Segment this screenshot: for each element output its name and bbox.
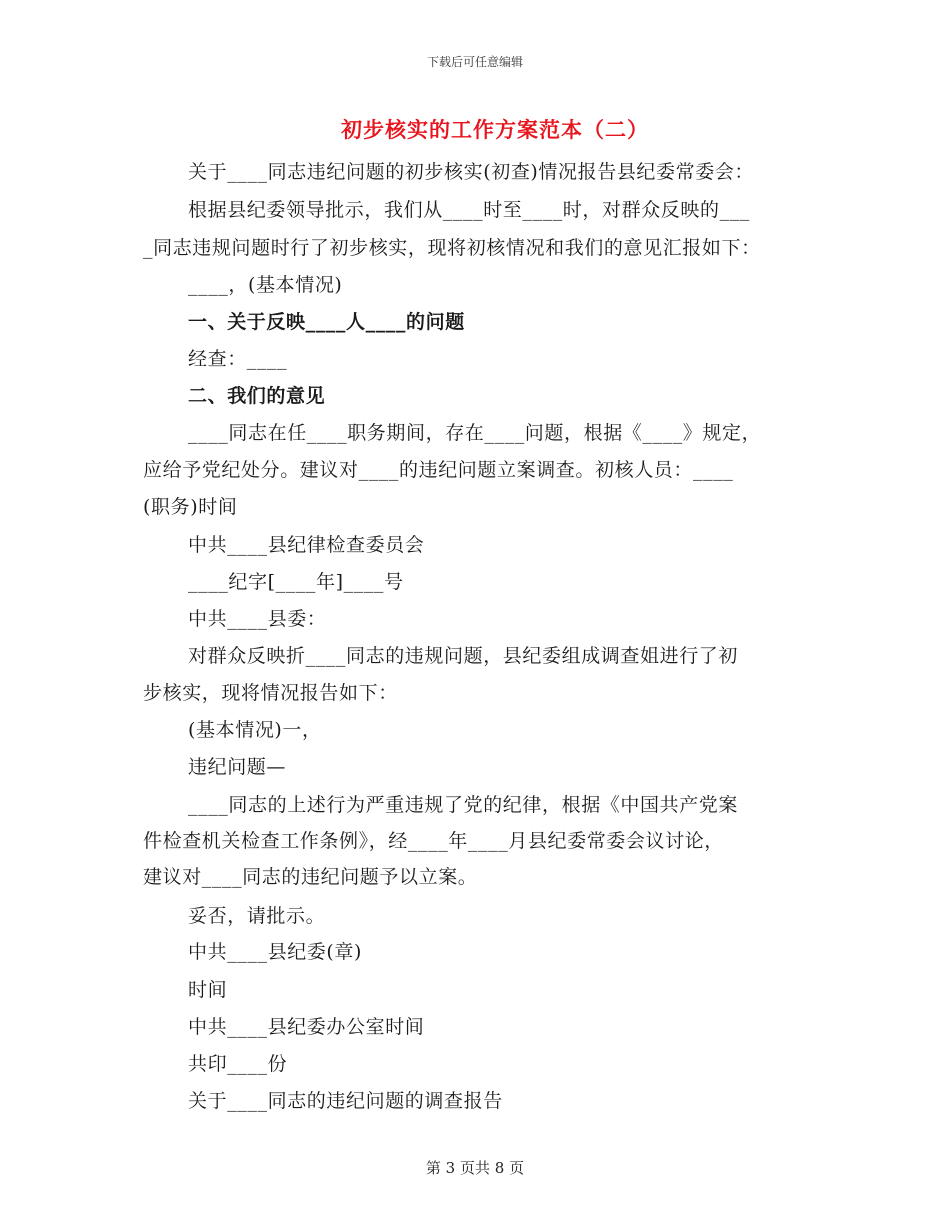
paragraph-line: 根据县纪委领导批示，我们从____时至____时，对群众反映的___ (188, 199, 750, 221)
paragraph-line: ____同志的上述行为严重违规了党的纪律，根据《中国共产党案 (188, 794, 739, 816)
section-heading: 二、我们的意见 (188, 385, 326, 407)
paragraph-line: 妥否，请批示。 (188, 905, 326, 927)
paragraph-line: 对群众反映折____同志的违规问题，县纪委组成调查姐进行了初 (188, 645, 739, 667)
paragraph-line: 关于____同志违纪问题的初步核实(初查)情况报告县纪委常委会： (188, 161, 755, 183)
paragraph-line: ____纪字[____年]____号 (188, 571, 404, 593)
paragraph-line: 中共____县委： (188, 608, 327, 630)
paragraph-line: ____，(基本情况) (188, 274, 343, 296)
paragraph-line: 关于____同志的违纪问题的调查报告 (188, 1090, 503, 1112)
document-title: 初步核实的工作方案范本（二） (341, 117, 649, 142)
paragraph-line: (基本情况)一， (188, 719, 322, 741)
paragraph-line: 违纪问题— (188, 756, 287, 778)
paragraph-line: (职务)时间 (143, 496, 238, 518)
paragraph-line: 应给予党纪处分。建议对____的违纪问题立案调查。初核人员：____ (143, 459, 734, 481)
paragraph-line: _同志违规问题时行了初步核实，现将初核情况和我们的意见汇报如下： (143, 237, 761, 259)
paragraph-line: 共印____份 (188, 1053, 288, 1075)
paragraph-line: ____同志在任____职务期间，存在____问题，根据《____》规定， (188, 422, 762, 444)
page-number: 第 3 页共 8 页 (425, 1159, 525, 1177)
paragraph-line: 经查：____ (188, 348, 288, 370)
paragraph-line: 中共____县纪委(章) (188, 941, 363, 963)
section-heading: 一、关于反映____人____的问题 (188, 311, 465, 333)
paragraph-line: 件检查机关检查工作条例》，经____年____月县纪委常委会议讨论， (143, 830, 724, 852)
paragraph-line: 建议对____同志的违纪问题予以立案。 (143, 866, 478, 888)
paragraph-line: 时间 (188, 979, 228, 1001)
paragraph-line: 中共____县纪律检查委员会 (188, 534, 425, 556)
paragraph-line: 步核实，现将情况报告如下： (143, 682, 398, 704)
header-note: 下载后可任意编辑 (426, 55, 523, 69)
paragraph-line: 中共____县纪委办公室时间 (188, 1016, 425, 1038)
